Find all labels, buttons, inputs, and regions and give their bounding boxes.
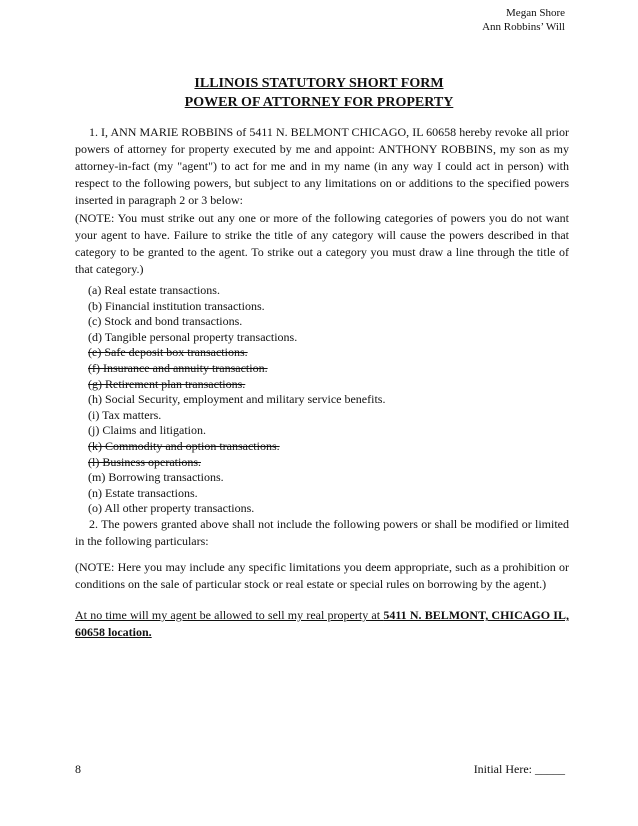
power-category-item: (c) Stock and bond transactions. <box>88 314 243 329</box>
header-document-title: Ann Robbins’ Will <box>482 21 565 33</box>
power-category-item: (k) Commodity and option transactions. <box>88 438 280 453</box>
power-category-item: (m) Borrowing transactions. <box>88 470 224 485</box>
note-1: (NOTE: You must strike out any one or more of the following categories of powers you do not want your agent to have. Failure to strike the title of any category will cause the powers described in that category to be granted to the agent. To strike out a category you must draw a line through the title of that category.) <box>75 211 569 276</box>
power-category-item: (h) Social Security, employment and military service benefits. <box>88 392 386 407</box>
paragraph-1 <box>75 124 569 209</box>
power-category-item: (a) Real estate transactions. <box>88 283 220 297</box>
form-title-line1: ILLINOIS STATUTORY SHORT FORM <box>194 76 444 91</box>
header-author: Megan Shore <box>506 7 565 19</box>
page-number: 8 <box>75 762 81 776</box>
power-category-item: (l) Business operations. <box>88 454 201 469</box>
paragraph-2 <box>75 516 569 550</box>
paragraph-1-text: 1. I, ANN MARIE ROBBINS of 5411 N. BELMONT CHICAGO, IL 60658 hereby revoke all prior powers of attorney for property executed by me and appoint: ANTHONY ROBBINS, my son as my attorney-in-fact (my "agent") to act for me and in my name (in any way I could act in person) with respect to the following powers, but subject to any limitations on or additions to the specified powers inserted in paragraph 2 or 3 below: <box>75 125 569 207</box>
paragraph-2-text: 2. The powers granted above shall not include the following powers or shall be modified or limited in the following particulars: <box>75 517 569 548</box>
power-category-item: (i) Tax matters. <box>88 407 162 422</box>
paragraph-3-text: At no time will my agent be allowed to sell my real property at <box>75 608 384 622</box>
power-categories-list <box>88 283 385 517</box>
power-category-item: (d) Tangible personal property transactions. <box>88 329 298 344</box>
power-category-item: (o) All other property transactions. <box>88 501 255 516</box>
initial-here-field: Initial Here: _____ <box>473 762 565 776</box>
power-category-item: (e) Safe deposit box transactions. <box>88 345 248 360</box>
note-2: (NOTE: Here you may include any specific limitations you deem appropriate, such as a prohibition or conditions on the sale of particular stock or real estate or special rules on borrowing by the agent.) <box>75 560 569 591</box>
power-category-item: (f) Insurance and annuity transaction. <box>88 360 268 375</box>
form-title-line2: POWER OF ATTORNEY FOR PROPERTY <box>184 95 454 110</box>
power-category-item: (j) Claims and litigation. <box>88 423 206 438</box>
form-title <box>0 74 638 112</box>
paragraph-3-address: 5411 N. BELMONT, CHICAGO IL, 60658 location. <box>75 608 569 639</box>
page-header <box>482 6 565 34</box>
paragraph-3 <box>75 607 569 641</box>
power-category-item: (n) Estate transactions. <box>88 485 198 500</box>
power-category-item: (b) Financial institution transactions. <box>88 298 265 313</box>
power-category-item: (g) Retirement plan transactions. <box>88 376 246 391</box>
